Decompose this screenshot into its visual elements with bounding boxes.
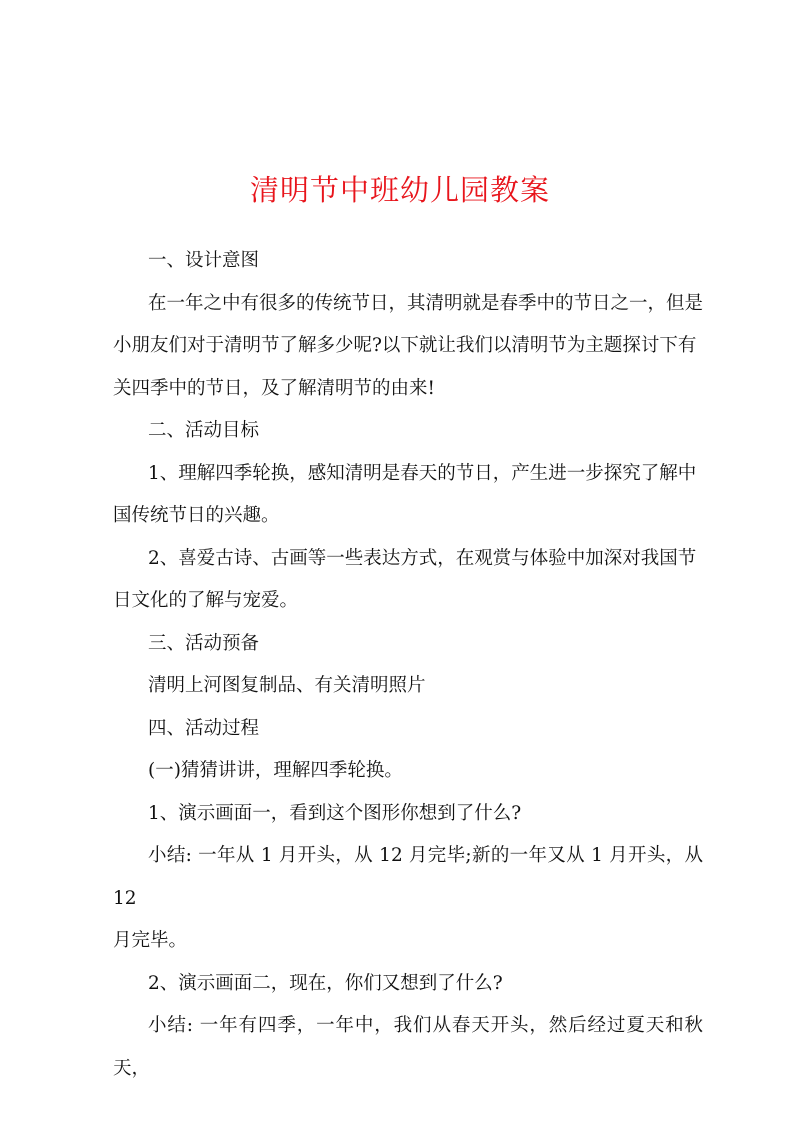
paragraph-line: 2、喜爱古诗、古画等一些表达方式，在观赏与体验中加深对我国节 <box>148 547 697 569</box>
paragraph-line: 清明上河图复制品、有关清明照片 <box>148 675 426 696</box>
document-body <box>113 240 703 1090</box>
paragraph-line: 国传统节日的兴趣。 <box>113 505 280 526</box>
paragraph-line: 1、理解四季轮换，感知清明是春天的节日，产生进一步探究了解中 <box>148 462 697 484</box>
heading-activity-goals: 二、活动目标 <box>148 420 260 441</box>
paragraph-line: 1、演示画面一，看到这个图形你想到了什么? <box>148 802 522 824</box>
paragraph-line: 小结: 一年有四季，一年中，我们从春天开头，然后经过夏天和秋天， <box>113 1015 703 1079</box>
heading-activity-process: 四、活动过程 <box>148 717 260 739</box>
paragraph-line: 关四季中的节日，及了解清明节的由来! <box>113 377 435 399</box>
paragraph-line: 月完毕。 <box>113 930 188 951</box>
heading-design-intent: 一、设计意图 <box>148 250 260 271</box>
paragraph-line: 2、演示画面二，现在，你们又想到了什么? <box>148 972 503 994</box>
document-title: 清明节中班幼儿园教案 <box>249 173 550 207</box>
paragraph-line: 小结: 一年从 1 月开头，从 12 月完毕;新的一年又从 1 月开头，从 12 <box>113 845 703 909</box>
subheading-line: (一)猜猜讲讲，理解四季轮换。 <box>148 760 403 781</box>
paragraph-line: 日文化的了解与宠爱。 <box>113 590 299 611</box>
heading-activity-preparation: 三、活动预备 <box>148 632 260 654</box>
paragraph-line: 在一年之中有很多的传统节日，其清明就是春季中的节日之一，但是 <box>148 292 704 314</box>
paragraph-line: 小朋友们对于清明节了解多少呢?以下就让我们以清明节为主题探讨下有 <box>113 335 697 356</box>
